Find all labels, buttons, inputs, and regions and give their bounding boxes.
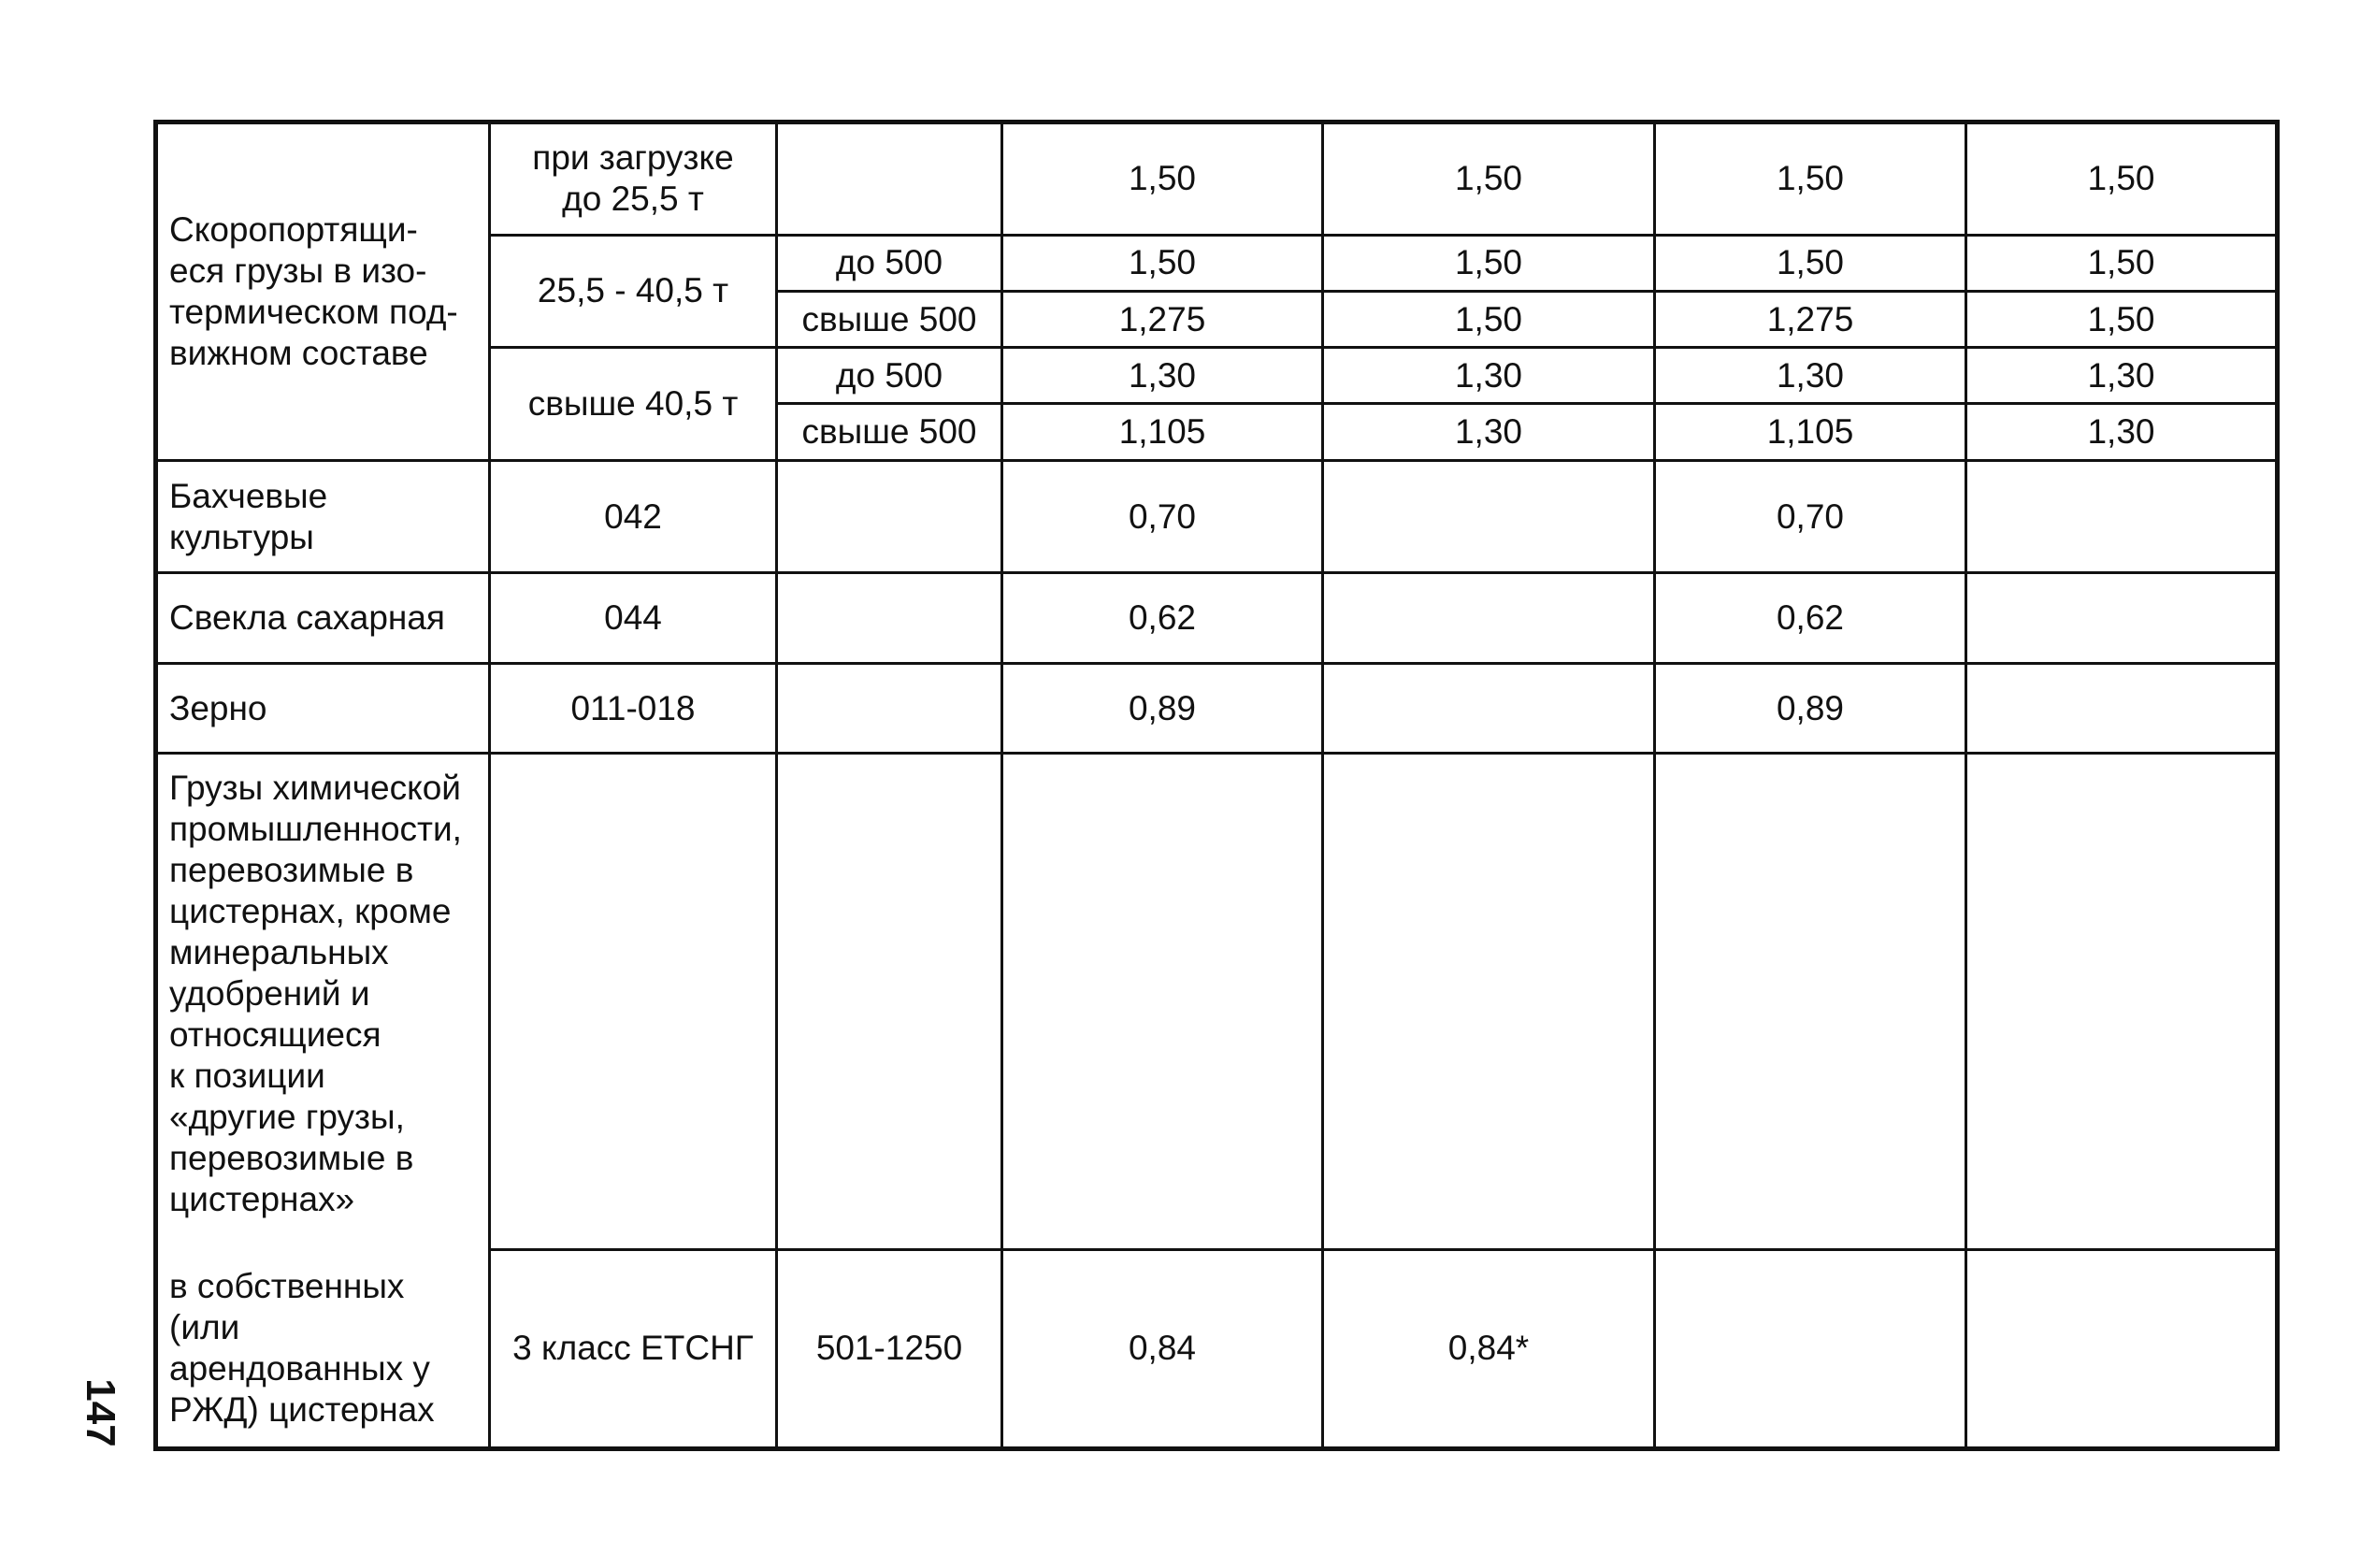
value-cell: 1,30	[1966, 404, 2278, 460]
cargo-name-text: Бахчевые культуры	[169, 476, 328, 556]
value-cell: 1,50	[1655, 122, 1966, 236]
code-cell: 042	[490, 460, 777, 573]
value-cell: 1,50	[1655, 235, 1966, 291]
value-cell: 0,89	[1655, 663, 1966, 753]
load-cell	[490, 122, 777, 236]
distance-cell	[777, 573, 1002, 663]
value-cell	[1323, 460, 1655, 573]
distance-cell: свыше 500	[777, 291, 1002, 347]
value-cell: 1,30	[1323, 404, 1655, 460]
empty-cell	[1655, 754, 1966, 1250]
table-row	[156, 573, 2278, 663]
value-cell: 0,62	[1002, 573, 1323, 663]
value-cell: 0,70	[1002, 460, 1323, 573]
cargo-name-cell: Свекла сахарная	[156, 573, 490, 663]
value-cell	[1966, 1249, 2278, 1448]
empty-cell	[777, 754, 1002, 1250]
cargo-name-text: Грузы химической промышленности, перевозимые в цистернах, кроме минеральных удобрений и относящиеся к позиции «другие грузы, перевозимые в цистернах»	[169, 769, 462, 1219]
value-cell	[1323, 573, 1655, 663]
empty-cell	[1966, 754, 2278, 1250]
value-cell: 1,30	[1966, 348, 2278, 404]
code-cell: 501-1250	[777, 1249, 1002, 1448]
page-number: 147	[78, 1378, 123, 1447]
distance-cell: до 500	[777, 235, 1002, 291]
value-cell: 1,50	[1323, 122, 1655, 236]
load-cell: свыше 40,5 т	[490, 348, 777, 461]
value-cell: 1,50	[1002, 235, 1323, 291]
table-row	[156, 1249, 2278, 1448]
value-cell: 1,50	[1323, 235, 1655, 291]
cargo-name-cell	[156, 754, 490, 1250]
perishable-goods-label	[156, 122, 490, 461]
tank-ownership-cell	[156, 1249, 490, 1448]
class-cell: 3 класс ЕТСНГ	[490, 1249, 777, 1448]
value-cell	[1966, 460, 2278, 573]
value-cell: 0,62	[1655, 573, 1966, 663]
value-cell: 1,275	[1655, 291, 1966, 347]
perishable-goods-text: Скоропортящи- еся грузы в изо- термическом под- вижном составе	[169, 209, 458, 372]
tank-ownership-text: в собственных (или арендованных у РЖД) цистернах	[169, 1266, 435, 1429]
code-cell: 011-018	[490, 663, 777, 753]
distance-cell: свыше 500	[777, 404, 1002, 460]
empty-cell	[1002, 754, 1323, 1250]
empty-cell	[490, 754, 777, 1250]
table-row	[156, 122, 2278, 236]
value-cell: 1,50	[1002, 122, 1323, 236]
table-row	[156, 663, 2278, 753]
code-cell: 044	[490, 573, 777, 663]
load-text: при загрузке до 25,5 т	[532, 138, 734, 219]
value-cell	[1323, 663, 1655, 753]
value-cell: 0,89	[1002, 663, 1323, 753]
value-cell: 1,275	[1002, 291, 1323, 347]
value-cell: 0,84	[1002, 1249, 1323, 1448]
tariff-coefficient-table	[153, 120, 2280, 1451]
value-cell: 1,30	[1323, 348, 1655, 404]
distance-cell	[777, 122, 1002, 236]
cargo-name-cell: Зерно	[156, 663, 490, 753]
load-cell: 25,5 - 40,5 т	[490, 235, 777, 348]
value-cell: 0,84*	[1323, 1249, 1655, 1448]
value-cell: 1,50	[1323, 291, 1655, 347]
distance-cell	[777, 663, 1002, 753]
distance-cell	[777, 460, 1002, 573]
value-cell	[1966, 573, 2278, 663]
value-cell: 1,30	[1002, 348, 1323, 404]
cargo-name-cell	[156, 460, 490, 573]
value-cell	[1966, 663, 2278, 753]
value-cell: 1,50	[1966, 235, 2278, 291]
empty-cell	[1323, 754, 1655, 1250]
table-row	[156, 754, 2278, 1250]
value-cell: 0,70	[1655, 460, 1966, 573]
value-cell: 1,50	[1966, 122, 2278, 236]
table-row	[156, 460, 2278, 573]
value-cell: 1,50	[1966, 291, 2278, 347]
value-cell	[1655, 1249, 1966, 1448]
value-cell: 1,30	[1655, 348, 1966, 404]
value-cell: 1,105	[1002, 404, 1323, 460]
distance-cell: до 500	[777, 348, 1002, 404]
value-cell: 1,105	[1655, 404, 1966, 460]
